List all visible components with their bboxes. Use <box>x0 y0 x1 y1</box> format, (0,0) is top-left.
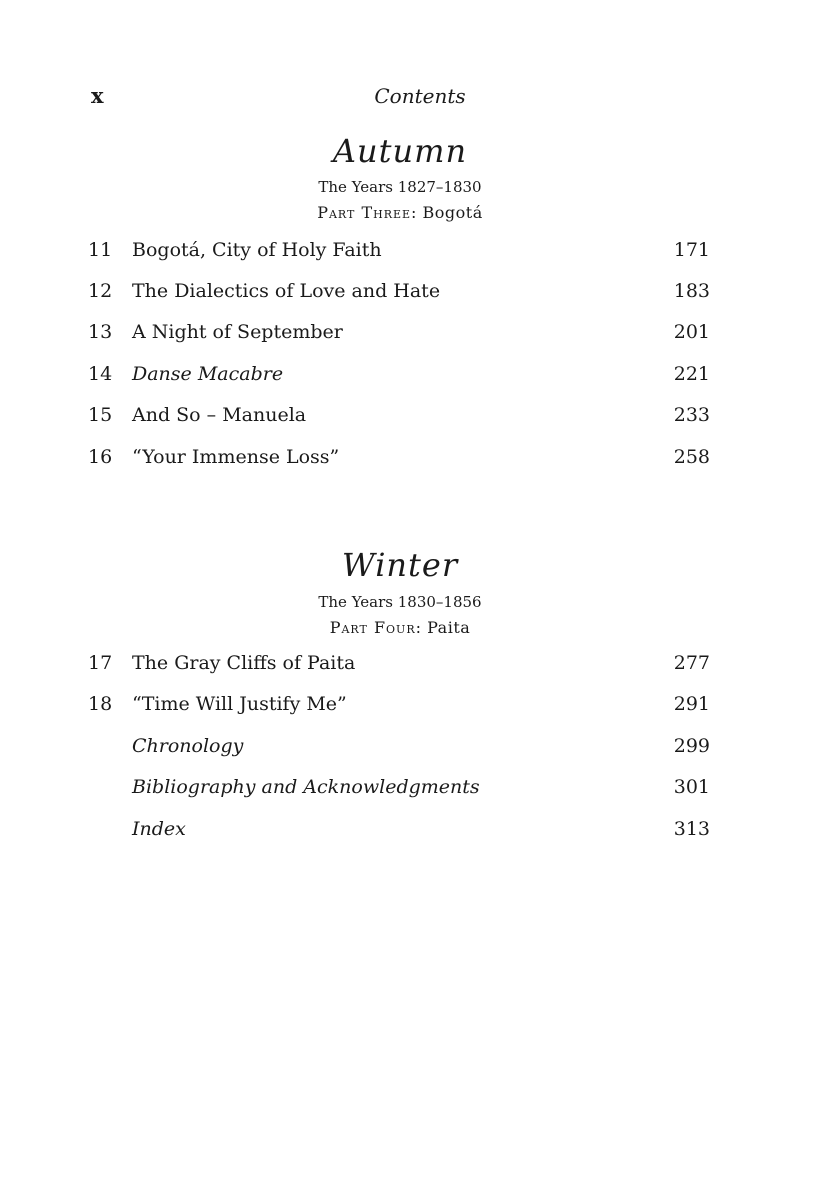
toc-entry[interactable] <box>88 690 710 718</box>
part-label: Part Four <box>329 618 416 637</box>
page-reference: 277 <box>673 652 710 674</box>
chapter-title: “Your Immense Loss” <box>132 446 340 468</box>
part-place: Bogotá <box>422 203 483 222</box>
chapter-number: 16 <box>88 446 113 468</box>
toc-entry[interactable] <box>88 401 710 429</box>
chapter-title: “Time Will Justify Me” <box>132 693 347 715</box>
chapter-title: And So – Manuela <box>132 404 307 426</box>
chapter-title: A Night of September <box>132 321 343 343</box>
chapter-number: 12 <box>88 280 113 302</box>
toc-entry[interactable] <box>88 360 710 388</box>
page-reference: 221 <box>673 363 710 385</box>
chapter-title: The Dialectics of Love and Hate <box>132 280 441 302</box>
section-part-winter: Part Four: Paita <box>329 618 471 637</box>
toc-entry[interactable] <box>88 443 710 471</box>
page-reference: 313 <box>673 818 710 840</box>
chapter-title: Bogotá, City of Holy Faith <box>132 239 382 261</box>
toc-entry[interactable] <box>88 773 710 801</box>
page-reference: 291 <box>673 693 710 715</box>
section-part-autumn: Part Three: Bogotá <box>317 203 483 222</box>
running-head: Contents <box>374 84 466 108</box>
toc-entry[interactable] <box>88 236 710 264</box>
chapter-title: Chronology <box>132 735 244 757</box>
chapter-title: The Gray Cliffs of Paita <box>132 652 356 674</box>
part-label: Part Three <box>317 203 412 222</box>
chapter-number: 18 <box>88 693 113 715</box>
chapter-number: 13 <box>88 321 113 343</box>
chapter-title: Danse Macabre <box>132 363 284 385</box>
toc-entry[interactable] <box>88 649 710 677</box>
page-reference: 171 <box>673 239 710 261</box>
section-title-autumn: Autumn <box>332 132 468 170</box>
page-reference: 258 <box>673 446 710 468</box>
chapter-title: Index <box>132 818 186 840</box>
toc-entry[interactable] <box>88 277 710 305</box>
toc-entry[interactable] <box>88 815 710 843</box>
page-number: x <box>91 83 104 108</box>
section-title-winter: Winter <box>341 546 459 584</box>
toc-entry[interactable] <box>88 732 710 760</box>
section-years-autumn: The Years 1827–1830 <box>318 178 482 196</box>
page-reference: 299 <box>673 735 710 757</box>
chapter-title: Bibliography and Acknowledgments <box>132 776 480 798</box>
page-reference: 301 <box>673 776 710 798</box>
section-years-winter: The Years 1830–1856 <box>318 593 482 611</box>
chapter-number: 11 <box>88 239 113 261</box>
page-reference: 183 <box>673 280 710 302</box>
page-reference: 201 <box>673 321 710 343</box>
chapter-number: 14 <box>88 363 113 385</box>
toc-entry[interactable] <box>88 318 710 346</box>
chapter-number: 15 <box>88 404 113 426</box>
page-reference: 233 <box>673 404 710 426</box>
part-place: Paita <box>427 618 471 637</box>
chapter-number: 17 <box>88 652 113 674</box>
